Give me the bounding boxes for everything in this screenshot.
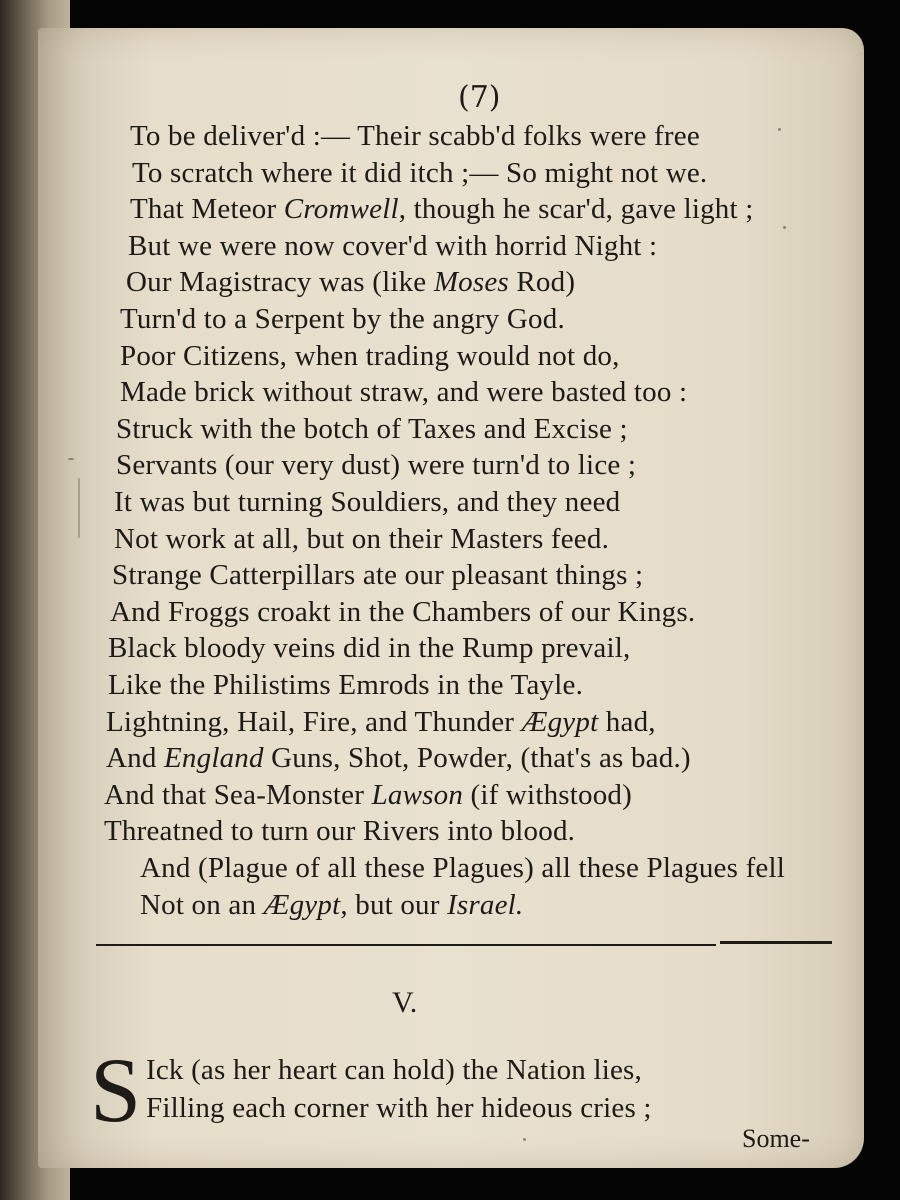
italic-word: Ægypt — [521, 706, 599, 738]
line-text: Turn'd to a Serpent by the angry God. — [120, 303, 565, 335]
poem-line — [140, 852, 785, 885]
section-divider-long — [96, 944, 716, 946]
poem-line — [116, 413, 628, 446]
line-text: Poor Citizens, when trading would not do, — [120, 340, 620, 372]
line-text: , though he scar'd, gave light ; — [398, 193, 754, 225]
line-text: had, — [598, 706, 656, 738]
line-text: Rod) — [508, 266, 576, 298]
poem-line — [130, 193, 753, 226]
line-text: Not work at all, but on their Masters feed. — [114, 523, 610, 555]
poem-line — [120, 340, 620, 373]
poem-line — [132, 157, 707, 190]
line-text: Struck with the botch of Taxes and Excise ; — [116, 413, 628, 445]
italic-word: Lawson — [371, 779, 464, 811]
italic-word: Israel. — [447, 889, 524, 921]
drop-cap: S — [90, 1039, 142, 1141]
poem-line — [108, 632, 630, 665]
line-text: Servants (our very dust) were turn'd to lice ; — [116, 449, 637, 481]
line-text: Lightning, Hail, Fire, and Thunder — [106, 706, 522, 738]
paper-speck — [783, 226, 786, 229]
poem-line — [106, 742, 691, 775]
poem-line — [114, 523, 609, 556]
poem-line — [120, 303, 565, 336]
poem-line — [104, 779, 632, 812]
italic-word: Cromwell — [283, 193, 399, 225]
line-text: Threatned to turn our Rivers into blood. — [104, 815, 576, 847]
line-text: , but our — [340, 889, 448, 921]
line-text: Guns, Shot, Powder, (that's as bad.) — [263, 742, 691, 774]
line-text: Not on an — [140, 889, 264, 921]
line-text: Like the Philistims Emrods in the Tayle. — [108, 669, 584, 701]
line-text: And Froggs croakt in the Chambers of our Kings. — [110, 596, 696, 628]
line-text: Filling each corner with her hideous cries ; — [146, 1092, 652, 1124]
poem-line — [112, 559, 643, 592]
line-text: Ick (as her heart can hold) the Nation lies, — [146, 1054, 642, 1086]
line-text: To scratch where it did itch ;— So might not we. — [132, 157, 708, 189]
line-text: That Meteor — [130, 193, 284, 225]
line-text: Our Magistracy was (like — [126, 266, 434, 298]
section-divider-short — [720, 941, 832, 944]
poem-line — [146, 1092, 652, 1125]
line-text: But we were now cover'd with horrid Night : — [128, 230, 658, 262]
poem-line — [116, 449, 636, 482]
paper-speck — [778, 128, 781, 131]
line-text: Made brick without straw, and were basted too : — [120, 376, 688, 408]
line-text: It was but turning Souldiers, and they need — [114, 486, 621, 518]
page-number: (7) — [458, 80, 501, 115]
poem-line — [110, 596, 695, 629]
poem-line — [104, 815, 575, 848]
poem-line — [108, 669, 583, 702]
book-page — [38, 28, 864, 1168]
line-text: And that Sea-Monster — [104, 779, 372, 811]
section-numeral: V. — [392, 986, 418, 1019]
catchword: Some- — [742, 1124, 810, 1153]
paper-speck — [68, 458, 74, 460]
line-text: And (Plague of all these Plagues) all these Plagues fell — [140, 852, 786, 884]
line-text: (if withstood) — [463, 779, 632, 811]
poem-line — [114, 486, 620, 519]
poem-line — [120, 376, 687, 409]
poem-line — [140, 889, 523, 922]
paper-crease — [78, 478, 80, 538]
poem-line — [106, 706, 656, 739]
poem-line — [130, 120, 700, 153]
italic-word: Ægypt — [263, 889, 341, 921]
poem-line — [126, 266, 575, 299]
line-text: Strange Catterpillars ate our pleasant things ; — [112, 559, 644, 591]
poem-line — [146, 1054, 642, 1087]
line-text: And — [106, 742, 164, 774]
poem-line — [128, 230, 657, 263]
line-text: Black bloody veins did in the Rump prevail, — [108, 632, 631, 664]
italic-word: Moses — [433, 266, 509, 298]
paper-speck — [523, 1138, 526, 1141]
line-text: To be deliver'd :— Their scabb'd folks were free — [130, 120, 700, 152]
italic-word: England — [164, 742, 264, 774]
